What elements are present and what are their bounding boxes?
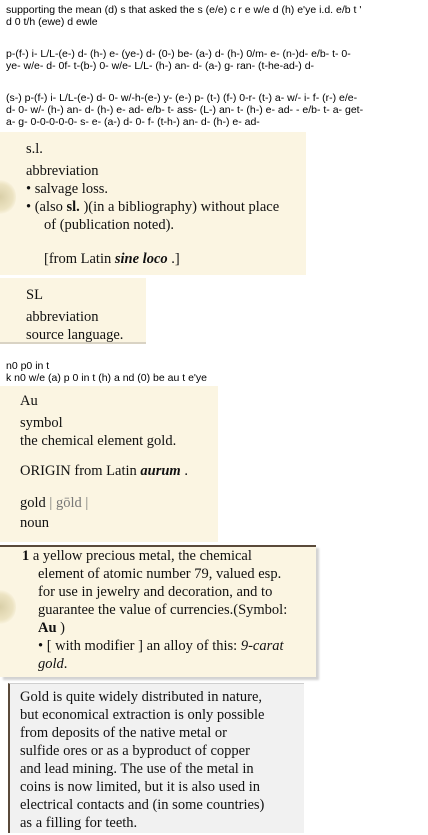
note-line: Gold is quite widely distributed in nature, bbox=[20, 689, 263, 705]
definition-card-gold bbox=[0, 545, 316, 677]
note-line: coins is now limited, but it is also used in bbox=[20, 779, 261, 795]
modifier-text: [ with modifier ] an alloy of this: bbox=[46, 638, 241, 654]
sense-text: (also bbox=[34, 199, 67, 215]
modifier-example: gold bbox=[38, 656, 64, 672]
origin-text: .] bbox=[167, 251, 180, 267]
garbled-line: supporting the mean (d) s that asked the s (e/e) c r e w/e d (h) e'ye i.d. e/b t ' bbox=[6, 4, 362, 16]
dictionary-entry-sl bbox=[0, 132, 306, 275]
garbled-line: d 0 t/h (ewe) d ewle bbox=[6, 16, 98, 28]
garbled-line: d- 0- w/- (h-) an- d- (h-) e- ad- e/b- t- ass- (L-) an- t- (h-) e- ad- - e/b- t- a- get- bbox=[6, 104, 364, 116]
sense-number: 1 bbox=[22, 548, 30, 564]
note-line: sulfide ores or as a byproduct of copper bbox=[20, 743, 250, 759]
sense-text-line: element of atomic number 79, valued esp. bbox=[38, 566, 282, 582]
pron-separator: | bbox=[81, 495, 89, 511]
origin-latin: sine loco bbox=[114, 251, 168, 267]
sense-salvage-loss bbox=[26, 180, 306, 198]
pron-separator: | bbox=[45, 495, 56, 511]
sense-text-line: for use in jewelry and decoration, and to bbox=[38, 584, 273, 600]
dictionary-entry-SL bbox=[0, 278, 146, 344]
note-line: electrical contacts and (in some countries) bbox=[20, 797, 265, 813]
modifier-sense-cont bbox=[22, 655, 316, 673]
usage-note-card bbox=[8, 683, 304, 833]
headword-gold: gold bbox=[20, 495, 46, 511]
gold-headword-line bbox=[20, 494, 218, 512]
note-line: but economical extraction is only possible bbox=[20, 707, 265, 723]
note-line: from deposits of the native metal or bbox=[20, 725, 227, 741]
garbled-line: p-(f-) i- L/L-(e-) d- (h-) e- (ye-) d- (0-) be- (a-) d- (h-) 0/m- e- (n-)d- e/b- t- 0- bbox=[6, 48, 351, 60]
origin bbox=[20, 462, 218, 480]
modifier-example: 9-carat bbox=[240, 638, 284, 654]
part-of-speech: abbreviation bbox=[26, 309, 99, 325]
garbled-text-block-2 bbox=[6, 48, 424, 72]
definition: source language. bbox=[26, 327, 124, 343]
sense-bold: sl. bbox=[66, 199, 80, 215]
headword: Au bbox=[20, 393, 38, 409]
symbol-close: ) bbox=[56, 620, 66, 636]
origin-text: ORIGIN from Latin bbox=[20, 463, 141, 479]
sense-text-line: guarantee the value of currencies.(Symbol: bbox=[38, 602, 288, 618]
headword: SL bbox=[26, 287, 43, 303]
garbled-line: k n0 w/e (a) p 0 in t (h) a nd (0) be au t e'ye bbox=[6, 372, 208, 384]
symbol-bold: Au bbox=[38, 620, 57, 636]
note-line: as a filling for teeth. bbox=[20, 815, 138, 831]
garbled-text-block-1 bbox=[6, 4, 424, 28]
definition: the chemical element gold. bbox=[20, 433, 177, 449]
sense-1 bbox=[22, 547, 316, 565]
sense-text: a yellow precious metal, the chemical bbox=[29, 548, 252, 564]
garbled-line: n0 p0 in t bbox=[6, 360, 50, 372]
sense-continuation: of (publication noted). bbox=[44, 217, 175, 233]
part-of-speech: abbreviation bbox=[26, 163, 99, 179]
note-line: and lead mining. The use of the metal in bbox=[20, 761, 254, 777]
garbled-text-block-4 bbox=[6, 360, 424, 384]
headword: s.l. bbox=[26, 141, 43, 157]
origin-latin: aurum bbox=[140, 463, 181, 479]
sense-text: salvage loss. bbox=[34, 181, 108, 197]
sense-bibliography bbox=[26, 198, 306, 216]
origin-text: [from Latin bbox=[44, 251, 115, 267]
sense-text: )(in a bibliography) without place bbox=[79, 199, 280, 215]
origin-text: . bbox=[180, 463, 188, 479]
dictionary-entry-Au bbox=[0, 386, 218, 542]
part-of-speech: symbol bbox=[20, 415, 63, 431]
garbled-text-block-3 bbox=[6, 92, 424, 128]
pronunciation: gōld bbox=[55, 495, 82, 511]
symbol-line bbox=[22, 619, 316, 637]
part-of-speech: noun bbox=[20, 515, 49, 531]
modifier-end: . bbox=[63, 656, 68, 672]
modifier-sense bbox=[22, 637, 316, 655]
garbled-line: (s-) p-(f-) i- L/L-(e-) d- 0- w/-h-(e-) y- (e-) p- (t-) (f-) 0-r- (t-) a- w/- i- f- (r-) e/e- bbox=[6, 92, 358, 104]
garbled-line: ye- w/e- d- 0f- t-(b-) 0- w/e- L/L- (h-) an- d- (a-) g- ran- (t-he-ad-) d- bbox=[6, 60, 315, 72]
origin bbox=[26, 250, 306, 268]
garbled-line: a- g- 0-0-0-0-0- s- e- (a-) d- 0- f- (t-h-) an- d- (h-) e- ad- bbox=[6, 116, 260, 128]
